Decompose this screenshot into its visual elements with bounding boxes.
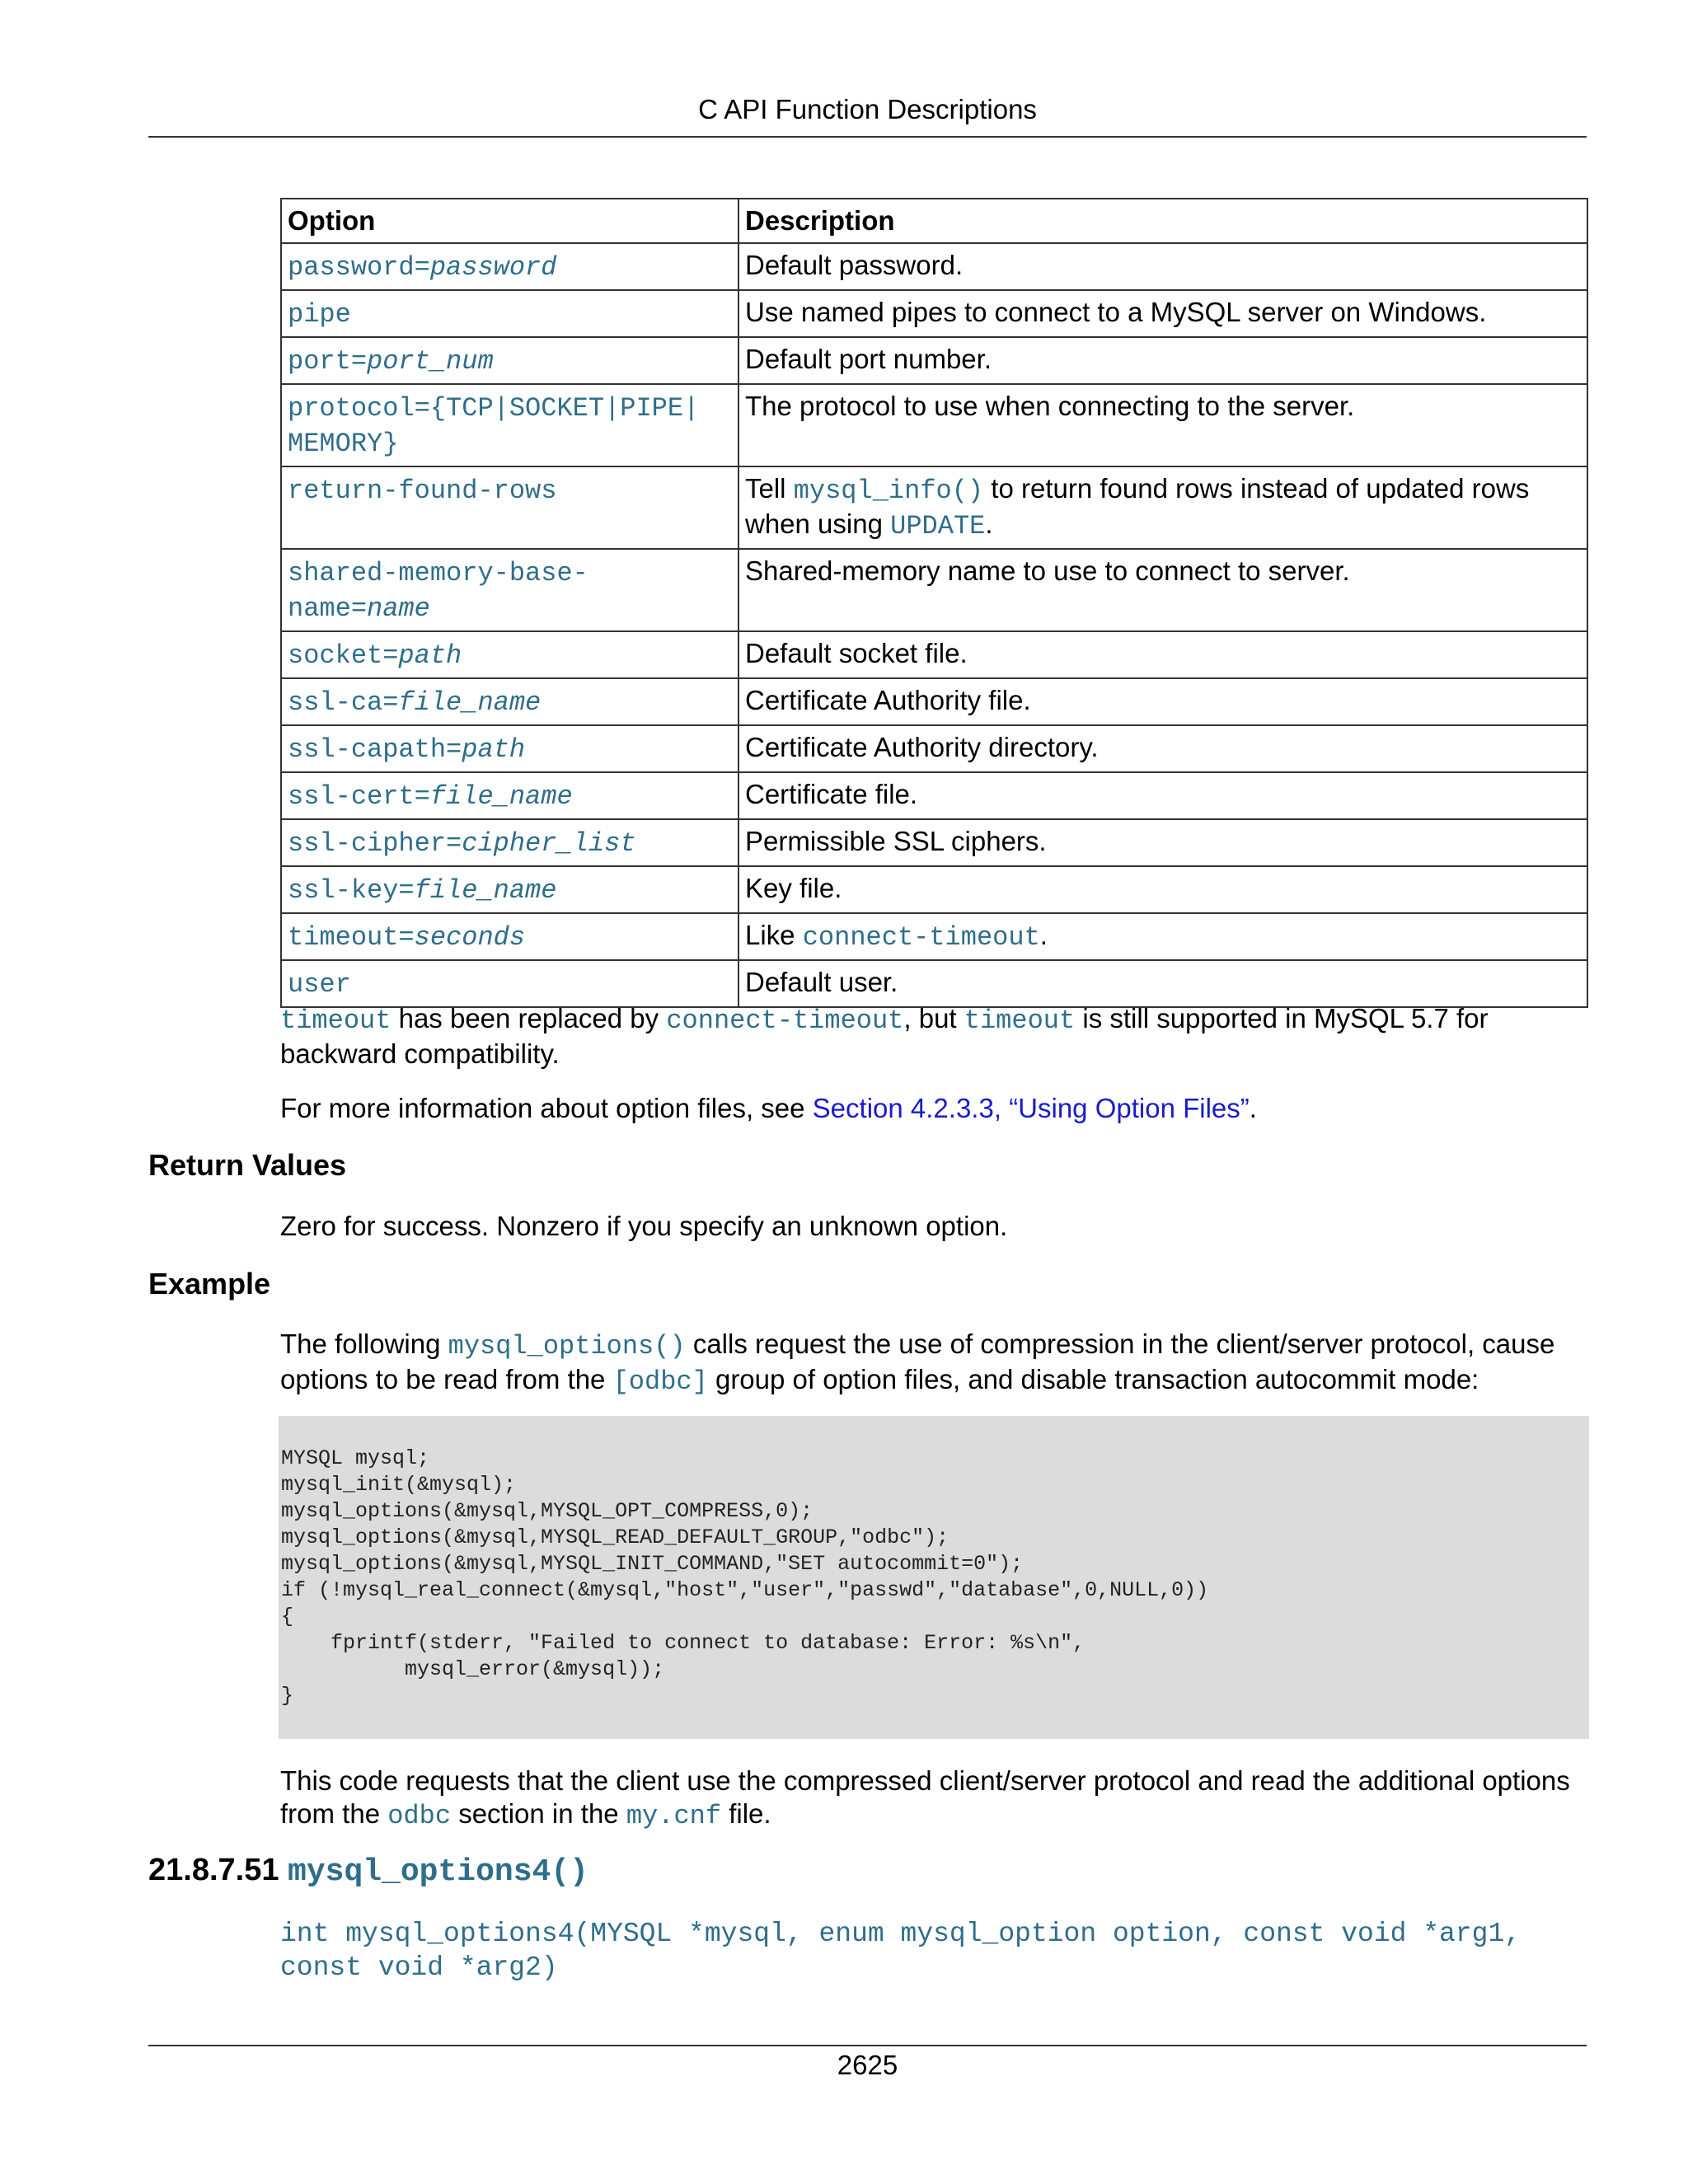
table-row [281,466,1587,549]
option-cell: pipe [281,290,738,337]
table-row [281,772,1587,819]
code-line: fprintf(stderr, "Failed to connect to database: Error: %s\n", [281,1631,1085,1655]
table-row [281,913,1587,960]
option-cell: ssl-cert=file_name [281,772,738,819]
table-row [281,866,1587,913]
example-intro: The following mysql_options() calls request the use of compression in the client/server protocol, cause options to be read from the [odbc] group of option files, and disable transaction autocommit mode: [280,1329,1555,1397]
option-cell: timeout=seconds [281,913,738,960]
table-row [281,725,1587,772]
example-heading: Example [148,1267,271,1301]
function-signature: int mysql_options4(MYSQL *mysql, enum mysql_option option, const void *arg1, const void *arg2) [280,1919,1522,1983]
description-cell: Certificate Authority directory. [738,725,1587,772]
update-link[interactable]: UPDATE [890,511,986,541]
table-row [281,243,1587,290]
description-cell: Key file. [738,866,1587,913]
description-cell: Default port number. [738,337,1587,384]
description-cell: Default password. [738,243,1587,290]
description-cell: Certificate Authority file. [738,678,1587,725]
section-heading: 21.8.7.51 mysql_options4() [148,1853,588,1890]
header-divider [148,136,1587,138]
table-row [281,384,1587,466]
option-cell: protocol={TCP|SOCKET|PIPE| MEMORY} [281,384,738,466]
column-header-description: Description [738,199,1587,243]
description-cell: Use named pipes to connect to a MySQL server on Windows. [738,290,1587,337]
description-cell: Shared-memory name to use to connect to server. [738,549,1587,631]
footer-divider [148,2045,1587,2046]
option-cell: shared-memory-base- name=name [281,549,738,631]
table-row [281,631,1587,678]
description-cell: The protocol to use when connecting to the server. [738,384,1587,466]
table-row [281,549,1587,631]
option-cell: ssl-capath=path [281,725,738,772]
return-values-heading: Return Values [148,1148,347,1182]
table-header-row [281,199,1587,243]
code-line: } [281,1684,294,1708]
description-cell: Default user. [738,960,1587,1007]
options-table [280,198,1588,1008]
option-cell: port=port_num [281,337,738,384]
option-cell: password=password [281,243,738,290]
option-files-link[interactable]: Section 4.2.3.3, “Using Option Files” [812,1093,1250,1123]
table-row [281,678,1587,725]
table-row [281,290,1587,337]
option-files-note: For more information about option files, see Section 4.2.3.3, “Using Option Files”. [280,1093,1257,1123]
page-header-title: C API Function Descriptions [698,94,1037,124]
mysql-info-link[interactable]: mysql_info() [793,476,984,506]
description-cell: Like connect-timeout. [738,913,1587,960]
option-cell: ssl-cipher=cipher_list [281,819,738,866]
mysql-options-link[interactable]: mysql_options() [448,1331,686,1361]
option-cell: ssl-ca=file_name [281,678,738,725]
option-cell: ssl-key=file_name [281,866,738,913]
mysql-options4-title[interactable]: mysql_options4() [288,1854,588,1890]
table-row [281,819,1587,866]
example-explanation: This code requests that the client use the compressed client/server protocol and read the additional options from the odbc section in the my.cnf file. [280,1765,1570,1831]
timeout-note: timeout has been replaced by connect-timeout, but timeout is still supported in MySQL 5.7 for backward compatibility. [280,1003,1489,1069]
description-cell: Tell mysql_info() to return found rows instead of updated rows when using UPDATE. [738,466,1587,549]
code-line: mysql_options(&mysql,MYSQL_INIT_COMMAND,"SET autocommit=0"); [281,1552,1024,1576]
column-header-option: Option [281,199,738,243]
code-line: if (!mysql_real_connect(&mysql,"host","user","passwd","database",0,NULL,0)) [281,1578,1209,1602]
option-cell: user [281,960,738,1007]
table-row [281,337,1587,384]
connect-timeout-link[interactable]: connect-timeout [802,922,1040,953]
option-cell: socket=path [281,631,738,678]
description-cell: Permissible SSL ciphers. [738,819,1587,866]
page-number: 2625 [837,2050,898,2080]
code-line: mysql_options(&mysql,MYSQL_OPT_COMPRESS,0); [281,1499,814,1523]
code-line: mysql_options(&mysql,MYSQL_READ_DEFAULT_GROUP,"odbc"); [281,1526,950,1549]
description-cell: Default socket file. [738,631,1587,678]
table-row [281,960,1587,1007]
code-line: mysql_init(&mysql); [281,1473,517,1497]
code-line: { [281,1605,294,1629]
description-cell: Certificate file. [738,772,1587,819]
code-line: MYSQL mysql; [281,1446,430,1470]
code-example [279,1416,1589,1739]
code-line: mysql_error(&mysql)); [281,1657,665,1681]
return-values-text: Zero for success. Nonzero if you specify an unknown option. [280,1211,1008,1241]
option-cell: return-found-rows [281,466,738,549]
